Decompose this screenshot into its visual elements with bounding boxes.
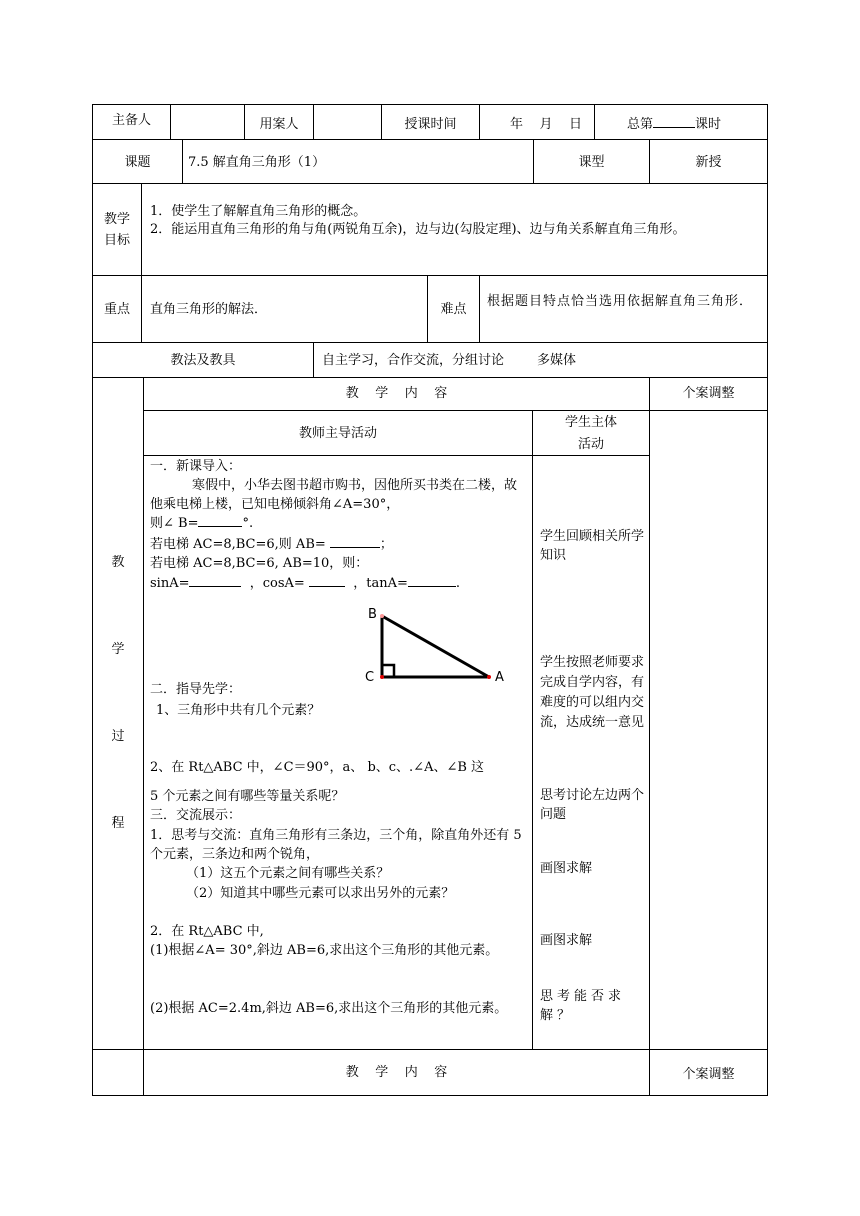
side-char-2: 学 [111, 642, 125, 657]
s1-condition: 若电梯 AC=8,BC=6, AB=10，则： [150, 556, 369, 571]
col-sep [532, 410, 533, 1049]
method-value: 自主学习，合作交流，分组讨论 多媒体 [322, 353, 577, 368]
blank-sin[interactable] [189, 574, 241, 587]
topic-value: 7.5 解直角三角形（1） [188, 155, 326, 170]
field-zhubeiren[interactable] [171, 105, 244, 139]
s1-angle-b: 则∠ B= °. [150, 516, 254, 531]
student-activity-6: 思考能否求解？ [540, 989, 626, 1023]
side-char-4: 程 [111, 816, 125, 831]
table-border-right [767, 104, 768, 1096]
difficulty-value: 根据题目特点恰当选用依据解直角三角形． [487, 294, 754, 309]
table-border-bottom [92, 1095, 768, 1096]
footer-content-header: 教 学 内 容 [345, 1065, 448, 1080]
student-activity-3: 思考讨论左边两个问题 [540, 788, 645, 822]
col-sep [143, 377, 144, 1095]
s3-paragraph-4: (2)根据 AC=2.4m,斜边 AB=6,求出这个三角形的其他元素。 [150, 1001, 508, 1016]
s1-trig: sinA= ，cosA= ，tanA= . [150, 576, 460, 591]
s1-title: 一．新课导入： [150, 459, 242, 474]
s1-paragraph: 寒假中，小华去图书超市购书，因他所买书类在二楼，故他乘电梯上楼，已知电梯倾斜角∠A=30°， [150, 478, 518, 512]
label-zongdi: 总第 [627, 117, 654, 132]
content-header: 教 学 内 容 [345, 386, 448, 401]
label-topic: 课题 [124, 155, 151, 170]
lesson-type-value: 新授 [695, 155, 722, 170]
label-key-point: 重点 [103, 302, 130, 317]
triangle-label-a: A [495, 670, 504, 685]
lesson-number-blank[interactable] [653, 115, 695, 128]
adjust-header: 个案调整 [682, 386, 735, 401]
footer-adjust-header: 个案调整 [682, 1067, 735, 1082]
col-sep [313, 342, 314, 377]
teacher-header: 教师主导活动 [298, 426, 377, 441]
col-sep [182, 139, 183, 183]
col-sep [649, 377, 650, 1095]
field-yonganren[interactable] [314, 105, 381, 139]
student-activity-1: 学生回顾相关所学知识 [540, 529, 645, 563]
student-activity-2: 学生按照老师要求完成自学内容，有难度的可以组内交流，达成统一意见 [540, 655, 645, 730]
key-point-value: 直角三角形的解法． [150, 302, 268, 317]
goal-2: 2．能运用直角三角形的角与角(两锐角互余)，边与边(勾股定理)、边与角关系解直角三角形。 [150, 222, 686, 237]
field-date[interactable]: 年 月 日 [510, 117, 583, 132]
right-angle-mark [382, 665, 394, 677]
blank-tan[interactable] [408, 574, 456, 587]
blank-angle-b[interactable] [198, 514, 242, 527]
s3-title: 三．交流展示： [150, 808, 242, 823]
blank-cos[interactable] [309, 574, 345, 587]
row-sep [92, 342, 768, 343]
s3-sub-2: （2）知道其中哪些元素可以求出另外的元素？ [186, 886, 455, 901]
col-sep [479, 104, 480, 139]
s3-paragraph-1: 1．思考与交流：直角三角形有三条边，三个角，除直角外还有 5 个元素，三条边和两个锐角， [150, 828, 522, 862]
row-sep [92, 139, 768, 140]
goal-1: 1．使学生了解解直角三角形的概念。 [150, 204, 367, 219]
row-sep [143, 455, 649, 456]
label-yonganren: 用案人 [259, 117, 299, 132]
label-shouke-shijian: 授课时间 [404, 117, 457, 132]
vertex-b [380, 614, 384, 618]
row-sep [92, 275, 768, 276]
student-header-1: 学生主体 [564, 415, 617, 430]
s1-ab: 若电梯 AC=8,BC=6,则 AB= ； [150, 537, 393, 552]
label-goals-2: 目标 [103, 233, 130, 248]
s2-question-2a: 2、在 Rt△ABC 中，∠C＝90°，a、 b、c、.∠A、∠B 这 [150, 760, 485, 775]
label-keshi: 课时 [695, 117, 722, 132]
s3-sub-1: （1）这五个元素之间有哪些关系？ [186, 866, 390, 881]
blank-ab[interactable] [330, 535, 380, 548]
vertex-a [487, 675, 491, 679]
label-goals-1: 教学 [103, 212, 130, 227]
row-sep [143, 410, 768, 411]
student-activity-4: 画图求解 [540, 861, 593, 876]
row-sep [92, 377, 768, 378]
side-char-3: 过 [111, 729, 125, 744]
s3-paragraph-3: (1)根据∠A= 30°,斜边 AB=6,求出这个三角形的其他元素。 [150, 943, 499, 958]
col-sep [141, 275, 142, 342]
vertex-c [380, 675, 384, 679]
col-sep [594, 104, 595, 139]
col-sep [141, 183, 142, 275]
s2-question-1: 1、三角形中共有几个元素？ [156, 703, 321, 718]
s2-question-2b: 5 个元素之间有哪些等量关系呢？ [150, 789, 345, 804]
triangle-label-c: C [365, 670, 375, 685]
side-ab [382, 616, 489, 677]
s3-paragraph-2: 2．在 Rt△ABC 中, [150, 924, 264, 939]
label-method: 教法及教具 [170, 353, 236, 368]
label-difficulty: 难点 [440, 302, 467, 317]
label-zhubeiren: 主备人 [111, 113, 151, 128]
label-lesson-type: 课型 [578, 155, 605, 170]
field-lesson-total[interactable] [627, 115, 721, 134]
side-char-1: 教 [111, 555, 125, 570]
col-sep [479, 275, 480, 342]
row-sep [92, 183, 768, 184]
row-sep [92, 1049, 768, 1050]
s2-title: 二．指导先学： [150, 682, 242, 697]
triangle-label-b: B [368, 607, 377, 622]
table-border-left [92, 104, 93, 1096]
student-activity-5: 画图求解 [540, 933, 593, 948]
student-header-2: 活动 [577, 437, 604, 452]
